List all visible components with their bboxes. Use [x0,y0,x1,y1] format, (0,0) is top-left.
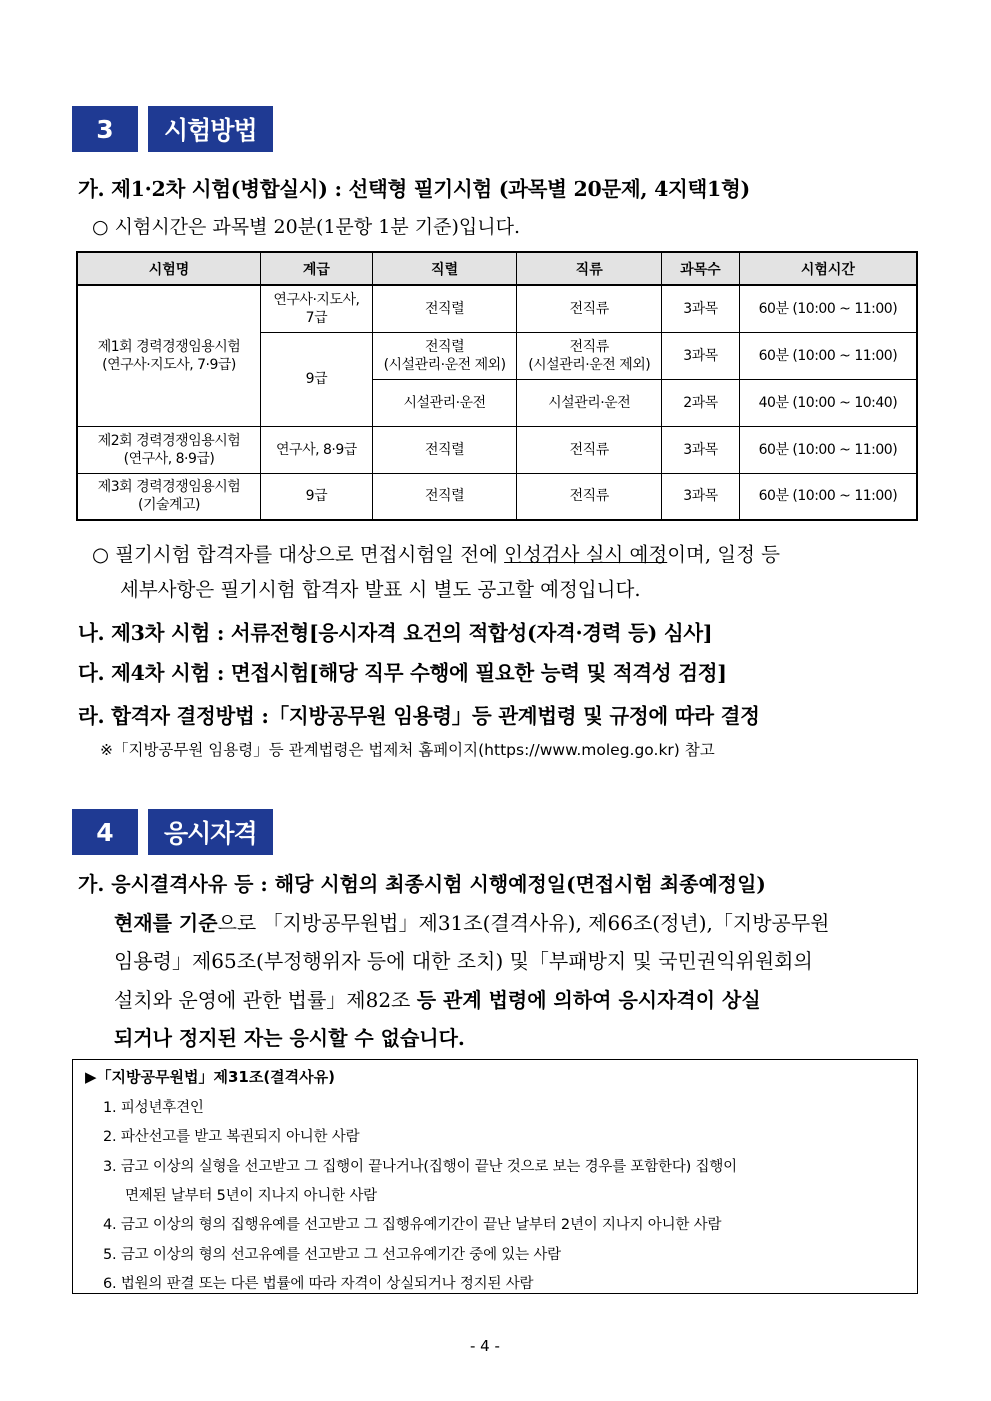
grade-cell: 연구사·지도사, 7급 [261,285,373,332]
table-row [77,473,917,520]
interview-bullet: ○ 필기시험 합격자를 대상으로 면접시험일 전에 인성검사 실시 예정이며, 일정 등 [92,543,780,566]
time-cell: 60분 (10:00 ~ 11:00) [739,285,917,332]
series-cell: 시설관리·운전 [372,379,517,426]
col-header: 직렬 [372,252,517,285]
series-cell: 전직렬 [372,473,517,520]
paragraph-line: 가. 응시결격사유 등 : 해당 시험의 최종시험 시행예정일(면접시험 최종예정일) [78,872,766,896]
paragraph-line: 되거나 정지된 자는 응시할 수 없습니다. [114,1026,465,1050]
page-number: - 4 - [470,1337,500,1355]
law-reference-note: ※「지방공무원 임용령」등 관계법령은 법제처 홈페이지(https://www.moleg.go.kr) 참고 [100,741,715,759]
class-cell: 시설관리·운전 [517,379,662,426]
personality-test-note: 인성검사 실시 예정 [504,543,668,566]
subjects-cell: 3과목 [662,473,740,520]
series-cell: 전직렬 [372,285,517,332]
paragraph-line: 현재를 기준으로 「지방공무원법」제31조(결격사유), 제66조(정년),「지방공무원 [114,910,830,935]
table-row [77,426,917,473]
exam-schedule-table [76,251,918,521]
series-cell: 전직렬 [372,426,517,473]
eligibility-paragraph [78,865,920,1058]
subjects-cell: 3과목 [662,332,740,379]
col-header: 직류 [517,252,662,285]
grade-cell: 9급 [261,473,373,520]
section-title: 시험방법 [148,106,273,152]
section-number: 3 [72,106,138,152]
col-header: 과목수 [662,252,740,285]
subjects-cell: 3과목 [662,285,740,332]
section-number: 4 [72,809,138,855]
list-item: 5. 금고 이상의 형의 선고유예를 선고받고 그 선고유예기간 중에 있는 사람 [103,1247,561,1263]
item-ga-heading: 가. 제1·2차 시험(병합실시) : 선택형 필기시험 (과목별 20문제, 4지택1형) [78,177,750,201]
subjects-cell: 2과목 [662,379,740,426]
table-row [77,285,917,332]
section-4-header [72,809,273,855]
time-cell: 60분 (10:00 ~ 11:00) [739,332,917,379]
list-item: 4. 금고 이상의 형의 집행유예를 선고받고 그 집행유예기간이 끝난 날부터 2년이 지나지 아니한 사람 [103,1217,722,1233]
grade-cell: 연구사, 8·9급 [261,426,373,473]
exam-name-cell: 제2회 경력경쟁임용시험 (연구사, 8·9급) [77,426,261,473]
item-na-heading: 나. 제3차 시험 : 서류전형[응시자격 요건의 적합성(자격·경력 등) 심사] [78,621,713,645]
table-header-row [77,252,917,285]
exam-name-cell: 제1회 경력경쟁임용시험 (연구사·지도사, 7·9급) [77,285,261,426]
box-title: ▶「지방공무원법」제31조(결격사유) [85,1068,336,1086]
item-da-heading: 다. 제4차 시험 : 면접시험[해당 직무 수행에 필요한 능력 및 적격성 검정] [78,661,727,685]
class-cell: 전직류 [517,285,662,332]
item-ra-heading: 라. 합격자 결정방법 :「지방공무원 임용령」등 관계법령 및 규정에 따라 결정 [78,704,760,728]
exam-name-cell: 제3회 경력경쟁임용시험 (기술계고) [77,473,261,520]
class-cell: 전직류 [517,473,662,520]
col-header: 시험명 [77,252,261,285]
subjects-cell: 3과목 [662,426,740,473]
disqualification-box [72,1059,918,1294]
time-cell: 60분 (10:00 ~ 11:00) [739,473,917,520]
class-cell: 전직류 (시설관리·운전 제외) [517,332,662,379]
list-item: 6. 법원의 판결 또는 다른 법률에 따라 자격이 상실되거나 정지된 사람 [103,1276,534,1292]
col-header: 계급 [261,252,373,285]
interview-bullet-line2: 세부사항은 필기시험 합격자 발표 시 별도 공고할 예정입니다. [120,578,641,601]
grade-cell: 9급 [261,332,373,426]
exam-time-bullet: ○ 시험시간은 과목별 20분(1문항 1분 기준)입니다. [92,216,521,238]
time-cell: 60분 (10:00 ~ 11:00) [739,426,917,473]
series-cell: 전직렬 (시설관리·운전 제외) [372,332,517,379]
class-cell: 전직류 [517,426,662,473]
section-3-header [72,106,273,152]
list-item: 1. 피성년후견인 [103,1100,204,1116]
time-cell: 40분 (10:00 ~ 10:40) [739,379,917,426]
paragraph-line: 설치와 운영에 관한 법률」제82조 등 관계 법령에 의하여 응시자격이 상실 [114,987,761,1012]
list-item-continued: 면제된 날부터 5년이 지나지 아니한 사람 [125,1188,377,1204]
paragraph-line: 임용령」제65조(부정행위자 등에 대한 조치) 및「부패방지 및 국민권익위원회의 [114,949,813,973]
section-title: 응시자격 [148,809,273,855]
list-item: 2. 파산선고를 받고 복권되지 아니한 사람 [103,1129,360,1145]
list-item: 3. 금고 이상의 실형을 선고받고 그 집행이 끝나거나(집행이 끝난 것으로 보는 경우를 포함한다) 집행이 [103,1159,737,1175]
col-header: 시험시간 [739,252,917,285]
